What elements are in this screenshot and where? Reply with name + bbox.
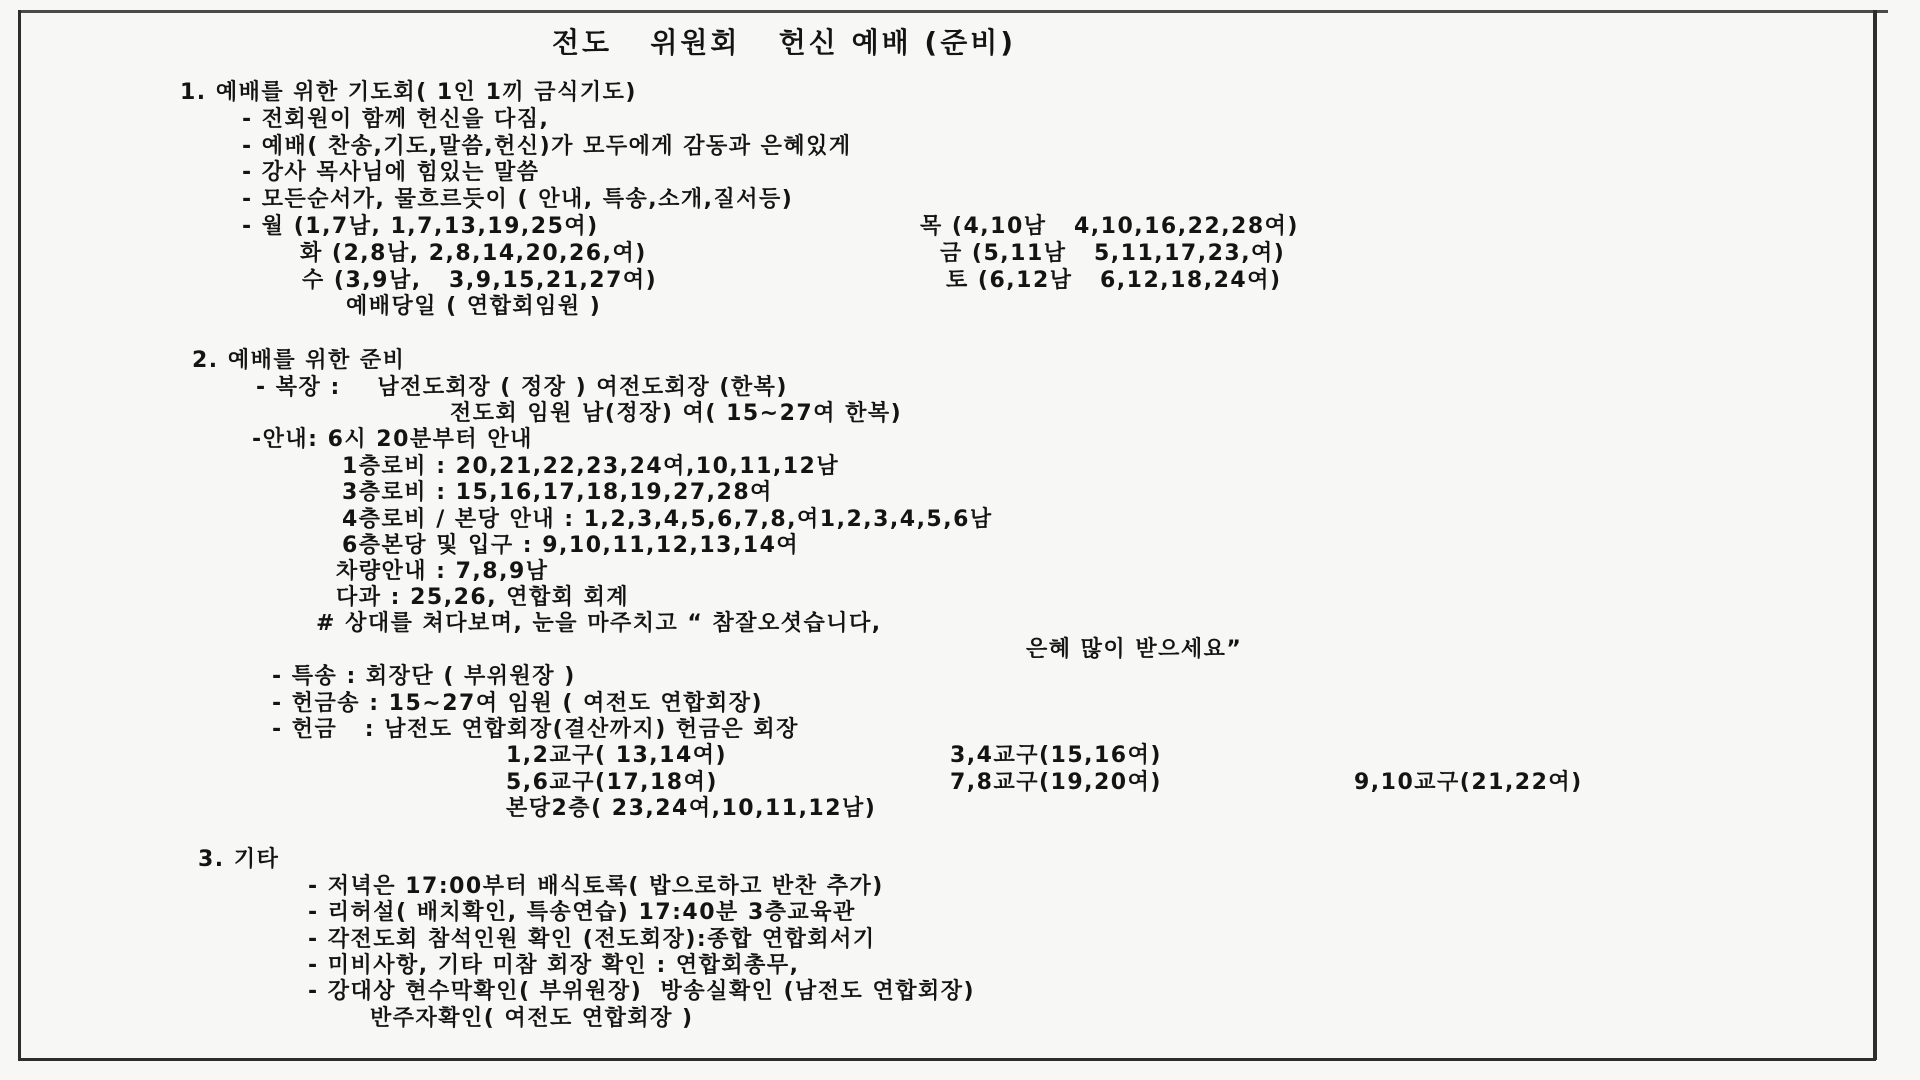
guide-item: 다과 : 25,26, 연합회 회계 — [336, 585, 630, 610]
schedule-sat: 토 (6,12남 6,12,18,24여) — [946, 268, 1282, 293]
document-title: 전도 위원회 헌신 예배 (준비) — [552, 26, 1017, 59]
schedule-mon: - 월 (1,7남, 1,7,13,19,25여) — [242, 214, 599, 239]
offering-row-2a: 5,6교구(17,18여) — [506, 770, 718, 795]
guide-item: 1층로비 : 20,21,22,23,24여,10,11,12남 — [342, 454, 840, 479]
offering-row-2c: 9,10교구(21,22여) — [1354, 770, 1583, 795]
section1-item: - 전회원이 함께 헌신을 다짐, — [242, 107, 550, 132]
section1-item: - 모든순서가, 물흐르듯이 ( 안내, 특송,소개,질서등) — [242, 187, 794, 212]
schedule-thu: 목 (4,10남 4,10,16,22,28여) — [920, 214, 1299, 239]
page-border-right — [1873, 10, 1877, 1060]
attire-line-2: 전도회 임원 남(정장) 여( 15~27여 한복) — [450, 401, 903, 426]
attire-line-1: - 복장 : 남전도회장 ( 정장 ) 여전도회장 (한복) — [256, 375, 788, 400]
section3-item: - 미비사항, 기타 미참 회장 확인 : 연합회총무, — [308, 953, 800, 978]
section1-item: - 예배( 찬송,기도,말씀,헌신)가 모두에게 감동과 은혜있게 — [242, 134, 852, 159]
guide-item: 3층로비 : 15,16,17,18,19,27,28여 — [342, 480, 773, 505]
section3-item: - 리허설( 배치확인, 특송연습) 17:40분 3층교육관 — [308, 900, 856, 925]
schedule-wed: 수 (3,9남, 3,9,15,21,27여) — [302, 268, 658, 293]
section3-item: - 각전도회 참석인원 확인 (전도회장):종합 연합회서기 — [308, 927, 876, 952]
section3-item: - 강대상 현수막확인( 부위원장) 방송실확인 (남전도 연합회장) — [308, 979, 976, 1004]
page-border-bottom — [18, 1058, 1876, 1061]
guide-item: 4층로비 / 본당 안내 : 1,2,3,4,5,6,7,8,여1,2,3,4,5,6남 — [342, 507, 993, 532]
section2-heading: 2. 예배를 위한 준비 — [192, 348, 406, 373]
greeting-note-line-2: 은혜 많이 받으세요” — [1026, 637, 1243, 662]
page-border-top — [18, 10, 1888, 13]
offering-row-2b: 7,8교구(19,20여) — [950, 770, 1162, 795]
guide-heading: -안내: 6시 20분부터 안내 — [252, 427, 533, 452]
guide-item: 6층본당 및 입구 : 9,10,11,12,13,14여 — [342, 533, 800, 558]
offering: - 헌금 : 남전도 연합회장(결산까지) 헌금은 회장 — [272, 717, 799, 742]
section1-item: - 강사 목사님에 힘있는 말씀 — [242, 160, 540, 185]
offering-song: - 헌금송 : 15~27여 임원 ( 여전도 연합회장) — [272, 691, 764, 716]
section3-heading: 3. 기타 — [198, 847, 280, 872]
section3-last-item: 반주자확인( 여전도 연합회장 ) — [370, 1006, 694, 1031]
greeting-note-line-1: # 상대를 쳐다보며, 눈을 마주치고 “ 참잘오셧습니다, — [316, 611, 882, 636]
section3-item: - 저녁은 17:00부터 배식토록( 밥으로하고 반찬 추가) — [308, 874, 884, 899]
special-song: - 특송 : 회장단 ( 부위원장 ) — [272, 664, 576, 689]
schedule-fri: 금 (5,11남 5,11,17,23,여) — [940, 241, 1286, 266]
schedule-day-of: 예배당일 ( 연합회임원 ) — [346, 294, 602, 319]
page-border-left — [18, 10, 21, 1060]
schedule-tue: 화 (2,8남, 2,8,14,20,26,여) — [300, 241, 647, 266]
offering-row-1a: 1,2교구( 13,14여) — [506, 743, 728, 768]
offering-row-3a: 본당2층( 23,24여,10,11,12남) — [506, 796, 877, 821]
offering-row-1b: 3,4교구(15,16여) — [950, 743, 1162, 768]
guide-item: 차량안내 : 7,8,9남 — [336, 559, 549, 584]
section1-heading: 1. 예배를 위한 기도회( 1인 1끼 금식기도) — [180, 80, 637, 105]
